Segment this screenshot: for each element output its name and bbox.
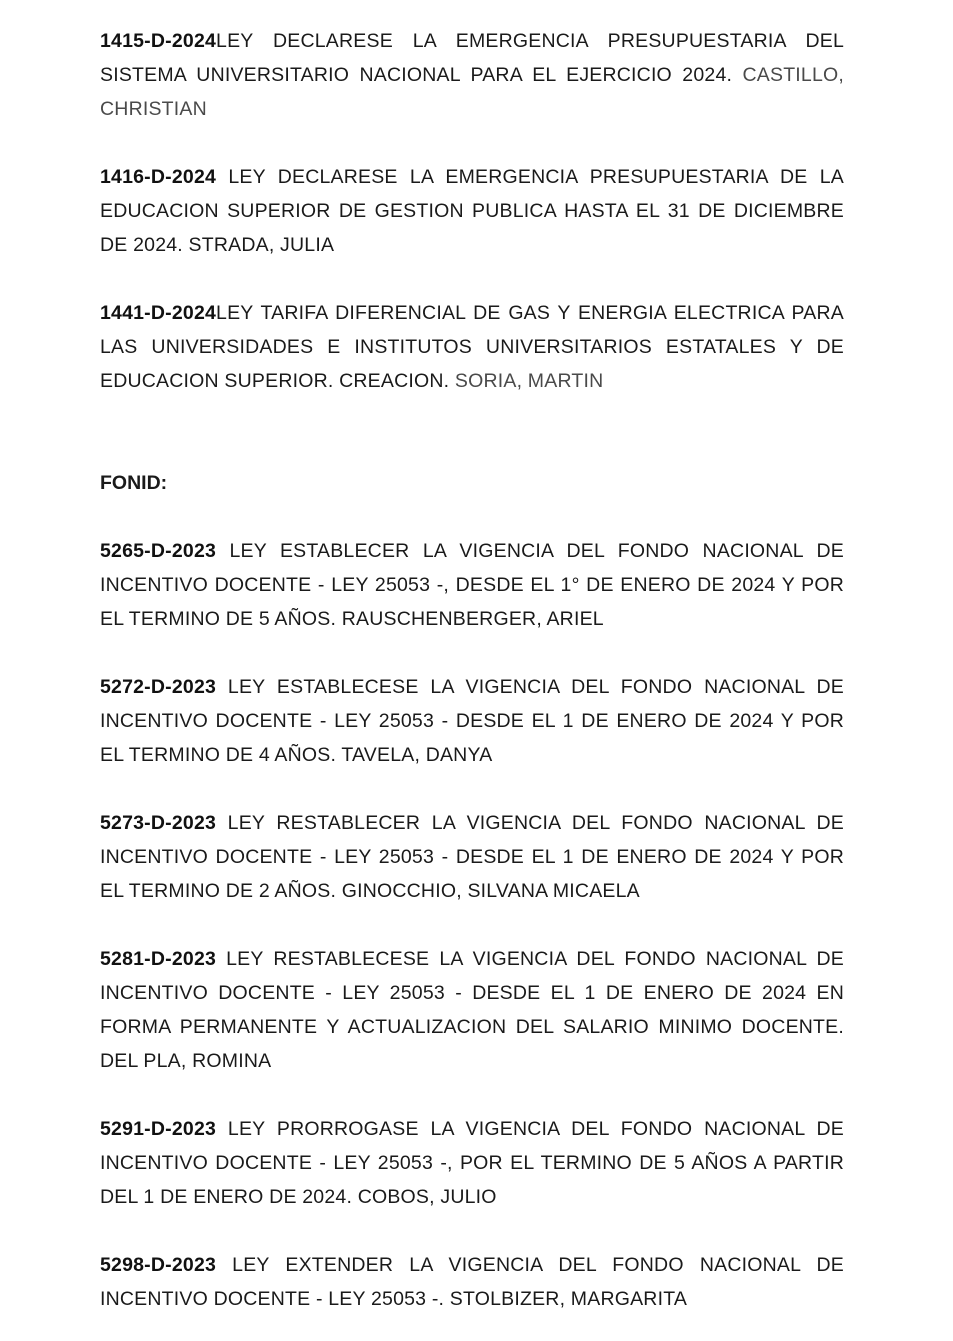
bill-code: 5291-D-2023	[100, 1118, 217, 1140]
bill-text: LEY DECLARESE LA EMERGENCIA PRESUPUESTARIA DEL SISTEMA UNIVERSITARIO NACIONAL PARA EL EJERCICIO 2024.	[100, 30, 844, 86]
bill-code: 1415-D-2024	[100, 30, 217, 52]
bill-entry	[100, 534, 844, 636]
bill-author: RAUSCHENBERGER, ARIEL	[341, 608, 604, 630]
section-title: FONID:	[100, 472, 168, 494]
bill-text: LEY ESTABLECESE LA VIGENCIA DEL FONDO NACIONAL DE INCENTIVO DOCENTE - LEY 25053 - DESDE EL 1 DE ENERO DE 2024 Y POR EL TERMINO DE 4 AÑOS.	[100, 676, 845, 766]
bill-entry	[100, 1112, 844, 1214]
bill-author: STRADA, JULIA	[188, 234, 335, 256]
bill-code: 5272-D-2023	[100, 676, 217, 698]
bill-text: LEY ESTABLECER LA VIGENCIA DEL FONDO NACIONAL DE INCENTIVO DOCENTE - LEY 25053 -, DESDE EL 1° DE ENERO DE 2024 Y POR EL TERMINO DE 5 AÑOS.	[100, 540, 844, 630]
bill-author: CASTILLO, CHRISTIAN	[100, 64, 844, 120]
bill-code: 5298-D-2023	[100, 1254, 217, 1276]
bill-text: LEY PRORROGASE LA VIGENCIA DEL FONDO NACIONAL DE INCENTIVO DOCENTE - LEY 25053 -, POR EL TERMINO DE 5 AÑOS A PARTIR DEL 1 DE ENERO DE 2024.	[100, 1118, 844, 1208]
bill-code: 5273-D-2023	[100, 812, 217, 834]
bill-code: 1441-D-2024	[100, 302, 217, 324]
bill-author: TAVELA, DANYA	[341, 744, 493, 766]
bill-text: LEY EXTENDER LA VIGENCIA DEL FONDO NACIONAL DE INCENTIVO DOCENTE - LEY 25053 -.	[100, 1254, 844, 1310]
bill-text: LEY TARIFA DIFERENCIAL DE GAS Y ENERGIA ELECTRICA PARA LAS UNIVERSIDADES E INSTITUTOS UNIVERSITARIOS ESTATALES Y DE EDUCACION SUPERIOR. CREACION.	[100, 302, 844, 392]
bill-code: 5265-D-2023	[100, 540, 217, 562]
bill-text: LEY RESTABLECESE LA VIGENCIA DEL FONDO NACIONAL DE INCENTIVO DOCENTE - LEY 25053 - DESDE EL 1 DE ENERO DE 2024 EN FORMA PERMANENTE Y ACTUALIZACION DEL SALARIO MINIMO DOCENTE.	[100, 948, 844, 1038]
bill-entry	[100, 942, 844, 1078]
bill-entry	[100, 806, 844, 908]
bill-author: SORIA, MARTIN	[454, 370, 604, 392]
bill-entry	[100, 160, 844, 262]
bill-entry	[100, 296, 844, 398]
bill-author: STOLBIZER, MARGARITA	[449, 1288, 688, 1310]
bill-text: LEY RESTABLECER LA VIGENCIA DEL FONDO NACIONAL DE INCENTIVO DOCENTE - LEY 25053 - DESDE EL 1 DE ENERO DE 2024 Y POR EL TERMINO DE 2 AÑOS.	[100, 812, 845, 902]
bill-author: GINOCCHIO, SILVANA MICAELA	[341, 880, 640, 902]
bill-entry	[100, 670, 844, 772]
bill-entry	[100, 24, 844, 126]
bill-text: LEY DECLARESE LA EMERGENCIA PRESUPUESTARIA DE LA EDUCACION SUPERIOR DE GESTION PUBLICA HASTA EL 31 DE DICIEMBRE DE 2024.	[100, 166, 844, 256]
bill-entry	[100, 1248, 844, 1316]
bill-code: 5281-D-2023	[100, 948, 217, 970]
bill-author: DEL PLA, ROMINA	[100, 1050, 272, 1072]
bill-code: 1416-D-2024	[100, 166, 217, 188]
bill-author: COBOS, JULIO	[357, 1186, 497, 1208]
document-page	[100, 24, 844, 1316]
